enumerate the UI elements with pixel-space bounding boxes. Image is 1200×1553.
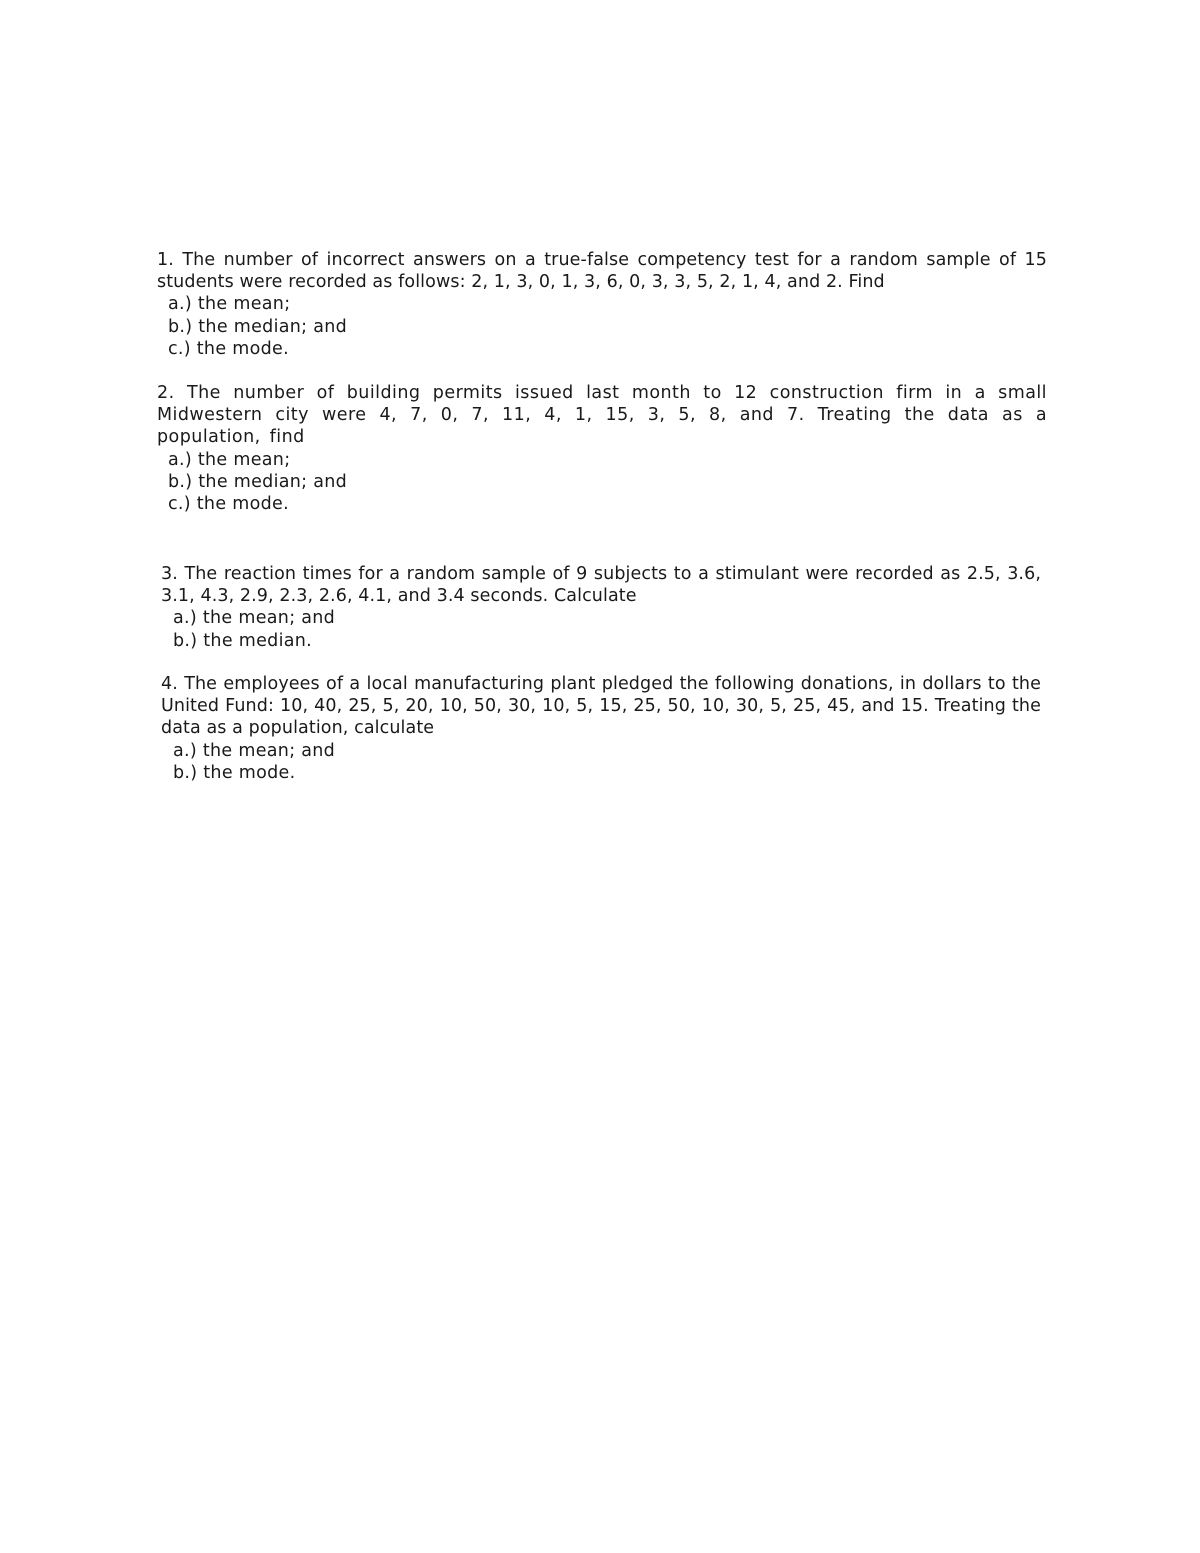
problem-4-text: 4. The employees of a local manufacturing plant pledged the following donations, in dollars to the United Fund: 10, 40, 25, 5, 20, 10, 50, 30, 10, 5, 15, 25, 50, 10, 30, 5, 25, 45, and 15. Treating the data as a population, calculate [161,674,1041,739]
problem-4-parts [161,740,1041,784]
problem-1-part-c: c.) the mode. [168,338,289,359]
problem-1-parts [157,293,1047,360]
problem-2-part-a: a.) the mean; [168,449,291,470]
problem-3-text: 3. The reaction times for a random sample of 9 subjects to a stimulant were recorded as 2.5, 3.6, 3.1, 4.3, 2.9, 2.3, 2.6, 4.1, and 3.4 seconds. Calculate [161,564,1041,607]
problem-4-part-b: b.) the mode. [173,762,296,783]
problem-2-parts [157,449,1047,516]
problem-3-part-b: b.) the median. [173,630,313,651]
problem-2-part-c: c.) the mode. [168,494,289,515]
problem-3 [161,563,1041,652]
problem-4 [161,673,1041,784]
problem-2-part-b: b.) the median; and [168,471,348,492]
problem-2-text: 2. The number of building permits issued last month to 12 construction firm in a small Midwestern city were 4, 7, 0, 7, 11, 4, 1, 15, 3, 5, 8, and 7. Treating the data as a population, find [157,383,1047,448]
problem-3-parts [161,607,1041,651]
problem-1-part-a: a.) the mean; [168,294,291,315]
problem-1-text: 1. The number of incorrect answers on a true-false competency test for a random sample of 15 students were recorded as follows: 2, 1, 3, 0, 1, 3, 6, 0, 3, 3, 5, 2, 1, 4, and 2. Find [157,250,1047,293]
problem-2 [157,382,1047,515]
problem-1-part-b: b.) the median; and [168,316,348,337]
problem-1 [157,249,1047,360]
problem-4-part-a: a.) the mean; and [173,740,336,761]
problem-3-part-a: a.) the mean; and [173,608,336,629]
